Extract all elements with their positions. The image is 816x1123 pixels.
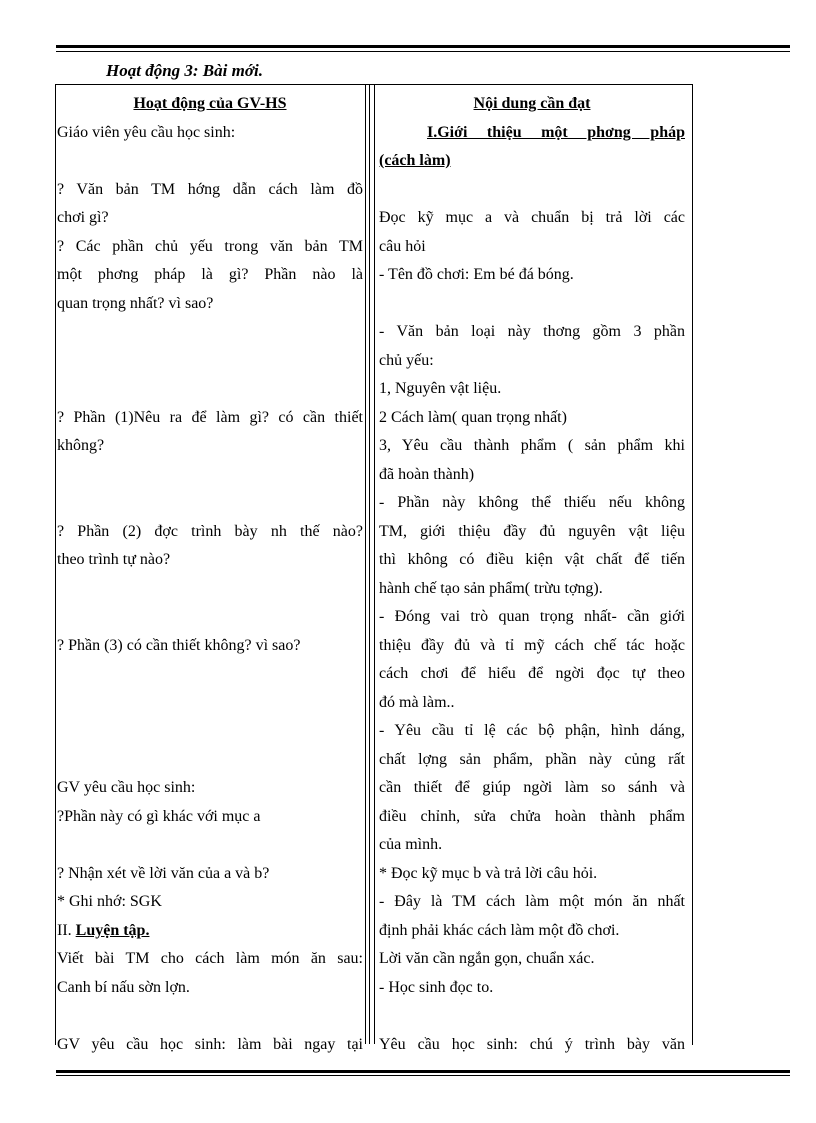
text-line: ? Các phần chủ yếu trong văn bản TM <box>57 237 363 255</box>
text-line: ?Phần này có gì khác với mục a <box>57 807 261 825</box>
practice-heading <box>57 917 363 946</box>
text-line: 1, Nguyên vật liệu. <box>379 380 502 397</box>
text-line: * Đọc kỹ mục b và trả lời câu hỏi. <box>379 864 598 882</box>
text-line: ? Phần (2) đợc trình bày nh thế nào? <box>57 522 363 540</box>
text-line: - Tên đồ chơi: Em bé đá bóng. <box>379 266 574 283</box>
bottom-rule-thin <box>56 1075 790 1076</box>
text-line: định phải khác cách làm một đồ chơi. <box>379 921 620 939</box>
text-line: ? Nhận xét về lời văn của a và b? <box>57 864 270 882</box>
text-line: ? Phần (1)Nêu ra để làm gì? có cần thiết <box>57 408 363 426</box>
text-line: Đọc kỹ mục a và chuẩn bị trả lời các <box>379 209 685 226</box>
text-line: thì không có điều kiện vật chất để tiến <box>379 551 685 568</box>
text-line: đó mà làm.. <box>379 693 455 711</box>
text-line: chơi gì? <box>57 209 109 226</box>
text-line: Lời văn cần ngắn gọn, chuẩn xác. <box>379 950 595 967</box>
text-line: 3, Yêu cầu thành phẩm ( sản phẩm khi <box>379 437 685 454</box>
column-divider <box>365 84 366 1044</box>
text-line: - Yêu cầu tỉ lệ các bộ phận, hình dáng, <box>379 722 685 739</box>
text-line: GV yêu cầu học sinh: <box>57 779 196 796</box>
text-line: theo trình tự nào? <box>57 551 171 568</box>
section-heading: Hoạt động 3: Bài mới. <box>106 61 263 80</box>
text-line <box>57 575 363 604</box>
text-line: TM, giới thiệu đầy đủ nguyên vật liệu <box>379 522 685 540</box>
text-line: Yêu cầu học sinh: chú ý trình bày văn <box>379 1035 685 1053</box>
text-line: ? Văn bản TM hớng dẫn cách làm đồ <box>57 180 363 198</box>
text-line: một phơng pháp là gì? Phần nào là <box>57 266 363 283</box>
section-one-title: I.Giới thiệu một phơng pháp <box>427 123 685 141</box>
text-line: cần thiết để giúp ngời làm so sánh và <box>379 779 685 796</box>
text-line: Giáo viên yêu cầu học sinh: <box>57 123 236 141</box>
text-line: ? Phần (3) có cần thiết không? vì sao? <box>57 636 301 654</box>
bottom-rule <box>56 1070 790 1073</box>
text-line <box>57 489 363 518</box>
text-line: - Học sinh đọc to. <box>379 978 494 996</box>
text-line: 2 Cách làm( quan trọng nhất) <box>379 408 567 426</box>
text-line <box>57 1002 363 1031</box>
text-line: của mình. <box>379 836 443 853</box>
text-line <box>57 375 363 404</box>
text-line <box>57 660 363 689</box>
content-column <box>379 90 685 1059</box>
text-line: * Ghi nhớ: SGK <box>57 893 162 910</box>
practice-prefix: II. <box>57 921 76 939</box>
right-column-header: Nội dung cần đạt <box>473 95 591 112</box>
text-line: - Văn bản loại này thơng gồm 3 phần <box>379 323 685 340</box>
text-line: - Đóng vai trò quan trọng nhất- cần giới <box>379 608 685 625</box>
section-one-title-cont: (cách làm) <box>379 152 451 169</box>
column-divider <box>374 84 375 1044</box>
left-column-header: Hoạt động của GV-HS <box>133 95 287 112</box>
text-line: đã hoàn thành) <box>379 465 475 483</box>
column-divider <box>369 84 370 1044</box>
text-line <box>57 461 363 490</box>
teacher-student-column <box>57 90 363 1059</box>
text-line <box>57 689 363 718</box>
text-line <box>57 831 363 860</box>
text-line <box>57 147 363 176</box>
text-line <box>379 1002 685 1031</box>
text-line: - Phần này không thể thiếu nếu không <box>379 494 685 511</box>
text-line: Viết bài TM cho cách làm món ăn sau: <box>57 950 363 967</box>
text-line <box>57 318 363 347</box>
text-line <box>57 603 363 632</box>
text-line: câu hỏi <box>379 237 426 255</box>
practice-label: Luyện tập. <box>75 921 150 939</box>
text-line: Canh bí nấu sờn lợn. <box>57 978 190 996</box>
text-line: chủ yếu: <box>379 351 434 369</box>
text-line: hành chế tạo sản phẩm( trừu tợng). <box>379 579 603 597</box>
text-line: quan trọng nhất? vì sao? <box>57 294 214 312</box>
text-line: điều chỉnh, sửa chửa hoàn thành phẩm <box>379 807 685 825</box>
text-line <box>57 717 363 746</box>
text-line <box>379 176 685 205</box>
text-line <box>57 347 363 376</box>
top-rule <box>56 45 790 48</box>
text-line: không? <box>57 437 105 454</box>
top-rule-thin <box>56 51 790 52</box>
text-line: cách chơi để hiểu để ngời đọc tự theo <box>379 665 685 682</box>
text-line <box>57 746 363 775</box>
text-line: - Đây là TM cách làm một món ăn nhất <box>379 893 685 910</box>
text-line: GV yêu cầu học sinh: làm bài ngay tại <box>57 1035 363 1053</box>
text-line: chất lợng sản phẩm, phần này củng rất <box>379 750 685 768</box>
text-line: thiệu đầy đủ và tỉ mỹ cách chế tác hoặc <box>379 636 685 654</box>
text-line <box>379 290 685 319</box>
